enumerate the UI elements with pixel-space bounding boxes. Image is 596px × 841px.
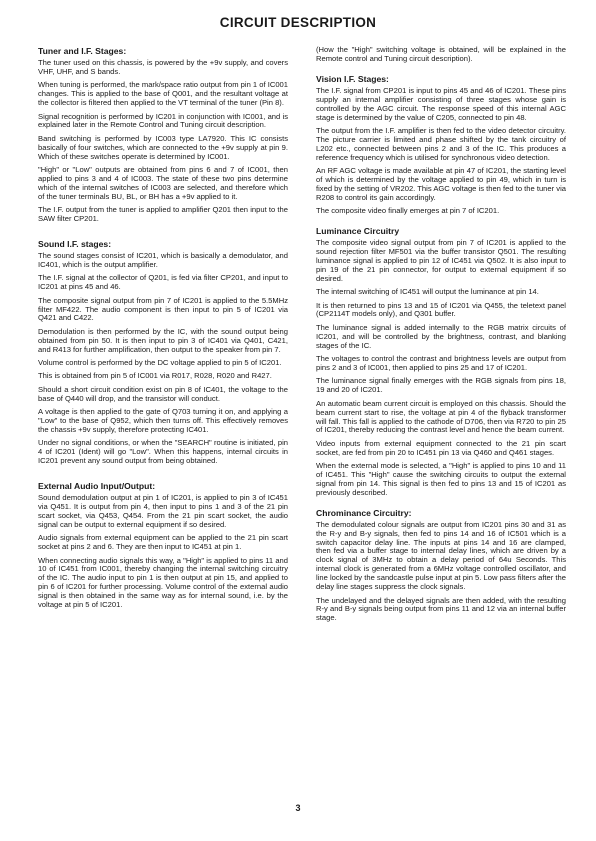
paragraph: The composite video finally emerges at pin 7 of IC201. [316, 206, 500, 216]
paragraph: An automatic beam current circuit is employed on this chassis. Should the beam current start to rise, the voltage at pin 4 of the flyback transformer will fall. This fall is applied to the cathode of D706, then via R720 to pin 25 of IC201, thereby reducing the contrast level and hence the beam current. [316, 398, 566, 435]
section-heading: Sound I.F. stages: [38, 239, 112, 249]
paragraph: Band switching is performed by IC003 type LA7920. This IC consists basically of four switches, which are connected to the +9v supply at pin 9. Which of these switches operate is determined by IC001. [38, 133, 288, 161]
section-heading: Tuner and I.F. Stages: [38, 46, 127, 56]
paragraph: When tuning is performed, the mark/space ratio output from pin 1 of IC001 changes. This is applied to the base of Q001, and the resultant voltage at the collector is filtered then applied to the VT terminal of the tuner (Pin 8). [38, 80, 288, 108]
paragraph: "High" or "Low" outputs are obtained from pins 6 and 7 of IC001, then applied to pins 3 and 4 of IC003. The state of these two pins determine which of the internal switches of IC003 are selected, and therefore which of the tuner terminals BU, BL, or BH has a +9v applied to it. [38, 165, 288, 201]
paragraph: The tuner used on this chassis, is powered by the +9v supply, and covers VHF, UHF, and S bands. [38, 58, 288, 76]
paragraph: The I.F. signal from CP201 is input to pins 45 and 46 of IC201. These pins supply an internal amplifier consisting of three stages whose gain is controlled by the AGC circuit. The response speed of this internal AGC stage is determined by the value of C205, connected to pin 48. [316, 85, 566, 122]
paragraph: The composite signal output from pin 7 of IC201 is applied to the 5.5MHz filter MF422. The audio component is then input to pin 5 of IC201 via Q421 and C422. [38, 295, 288, 323]
paragraph: Video inputs from external equipment connected to the 21 pin scart socket, are fed from pin 20 to IC451 pin 13 via Q460 and Q461 stages. [316, 438, 566, 457]
paragraph: Sound demodulation output at pin 1 of IC201, is applied to pin 3 of IC451 via Q451. It is output from pin 4, then input to pins 1 and 3 of the 21 pin scart socket, via Q453, Q454. From the 21 pin scart socket, the audio signal can be output to external equipment if so desired. [38, 493, 288, 529]
section-external-audio [38, 481, 288, 610]
paragraph: The luminance signal is added internally to the RGB matrix circuits of IC201, and will be controlled by the brightness, contrast, and blanking stages of the IC. [316, 322, 566, 350]
page-number: 3 [295, 803, 301, 813]
section-continuation [316, 46, 566, 64]
right-column [316, 46, 566, 638]
section-vision-if [316, 74, 566, 216]
paragraph: Volume control is performed by the DC voltage applied to pin 5 of IC201. [38, 358, 282, 368]
section-heading: Luminance Circuitry [316, 226, 400, 237]
section-sound-if [38, 239, 288, 466]
paragraph: When connecting audio signals this way, a "High" is applied to pins 11 and 10 of IC451 from IC001, thereby changing the internal switching circuitry of the IC. The audio input to pin 1 is then output at pin 15, and applied to pin 6 of IC201 for further processing. Volume control of the external audio signal is then obtained in the same way as for internal sound, i.e. by the voltage at pin 5 of IC201. [38, 555, 288, 610]
paragraph: The undelayed and the delayed signals are then added, with the resulting R-y and B-y signals being output from pins 11 and 12 via an internal buffer stage. [316, 595, 566, 623]
paragraph: The internal switching of IC451 will output the luminance at pin 14. [316, 287, 539, 297]
section-heading: External Audio Input/Output: [38, 481, 156, 492]
paragraph: Demodulation is then performed by the IC, with the sound output being obtained from pin 50. It is then input to pin 3 of IC401 via Q401, C421, and R413 for further amplification, then output to the speaker from pin 7. [38, 326, 288, 354]
section-tuner-if [38, 46, 288, 224]
paragraph: Signal recognition is performed by IC201 in conjunction with IC001, and is explained later in the Remote Control and Tuning circuit description. [38, 111, 288, 130]
paragraph: The I.F. signal at the collector of Q201, is fed via filter CP201, and input to IC201 at pins 45 and 46. [38, 273, 288, 292]
paragraph: The sound stages consist of IC201, which is basically a demodulator, and IC401, which is the output amplifier. [38, 251, 288, 269]
paragraph: When the external mode is selected, a "High" is applied to pins 10 and 11 of IC451. This "High" cause the switching circuits to output the external signal from pin 14. This signal is then fed to pins 13 and 15 of IC201 as previously described. [316, 461, 566, 497]
left-column [38, 46, 288, 625]
page-title: CIRCUIT DESCRIPTION [219, 15, 377, 30]
paragraph: Under no signal conditions, or when the "SEARCH" routine is initiated, pin 4 of IC201 (Ident) will go "Low". When this happens, internal circuits in IC201 prevent any sound output from being obtained. [38, 438, 288, 466]
section-heading: Chrominance Circuitry: [316, 507, 412, 518]
paragraph: Audio signals from external equipment can be applied to the 21 pin scart socket at pins 2 and 6. They are then input to IC451 at pin 1. [38, 533, 288, 552]
paragraph: This is obtained from pin 5 of IC001 via R017, R028, R020 and R427. [38, 371, 272, 381]
paragraph: A voltage is then applied to the gate of Q703 turning it on, and applying a "Low" to the base of Q952, which then turns off. This effectively removes the chassis +9v supply, therefore protecting IC401. [38, 407, 288, 434]
section-luminance [316, 226, 566, 498]
paragraph: It is then returned to pins 13 and 15 of IC201 via Q455, the teletext panel (CP2114T models only), and Q301 buffer. [316, 300, 566, 319]
paragraph: The composite video signal output from pin 7 of IC201 is applied to the sound rejection filter MF501 via the buffer transistor Q501. The resulting luminance signal is applied to pin 12 of IC451 via Q502. It is also input to pin 19 of the 21 pin connector, for output to external equipment if so desired. [316, 238, 566, 283]
section-heading: Vision I.F. Stages: [316, 73, 389, 84]
paragraph: An RF AGC voltage is made available at pin 47 of IC201, the starting level of which is determined by the voltage applied to pin 49, which in turn is fixed by the setting of VR202. This AGC voltage is then fed to the tuner via R208 to control its gain accordingly. [316, 166, 566, 202]
section-chrominance [316, 508, 566, 623]
paragraph: The output from the I.F. amplifier is then fed to the video detector circuitry. The picture carrier is limited and phase shifted by the tank circuitry of L202 etc., connected between pins 2 and 3 of the IC. This produces a reference frequency which is utilised for synchronous video detection. [316, 125, 566, 162]
paragraph: The luminance signal finally emerges with the RGB signals from pins 18, 19 and 20 of IC201. [316, 376, 566, 395]
paragraph: The I.F. output from the tuner is applied to amplifier Q201 then input to the SAW filter CP201. [38, 205, 288, 224]
paragraph: (How the "High" switching voltage is obtained, will be explained in the Remote control and Tuning circuit description). [316, 45, 566, 63]
paragraph: The voltages to control the contrast and brightness levels are output from pins 2 and 3 of IC001, then applied to pins 25 and 17 of IC201. [316, 354, 566, 372]
paragraph: Should a short circuit condition exist on pin 8 of IC401, the voltage to the base of Q440 will drop, and the transistor will conduct. [38, 384, 288, 403]
paragraph: The demodulated colour signals are output from IC201 pins 30 and 31 as the R-y and B-y signals, then fed to pins 14 and 16 of IC501 which is a switch capacitor delay line. The inputs at pins 14 and 16 are clamped, then fed via a buffer stage to internal delay lines, which are driven by a clock signal of 3MHz to obtain a delay period of 64u Seconds. This internal clock is generated from a 6MHz voltage controlled oscillator, and line locked by the sandcastle pulse input at pin 5. Low pass filters after the delay line stages suppress the clock signals. [316, 519, 566, 592]
